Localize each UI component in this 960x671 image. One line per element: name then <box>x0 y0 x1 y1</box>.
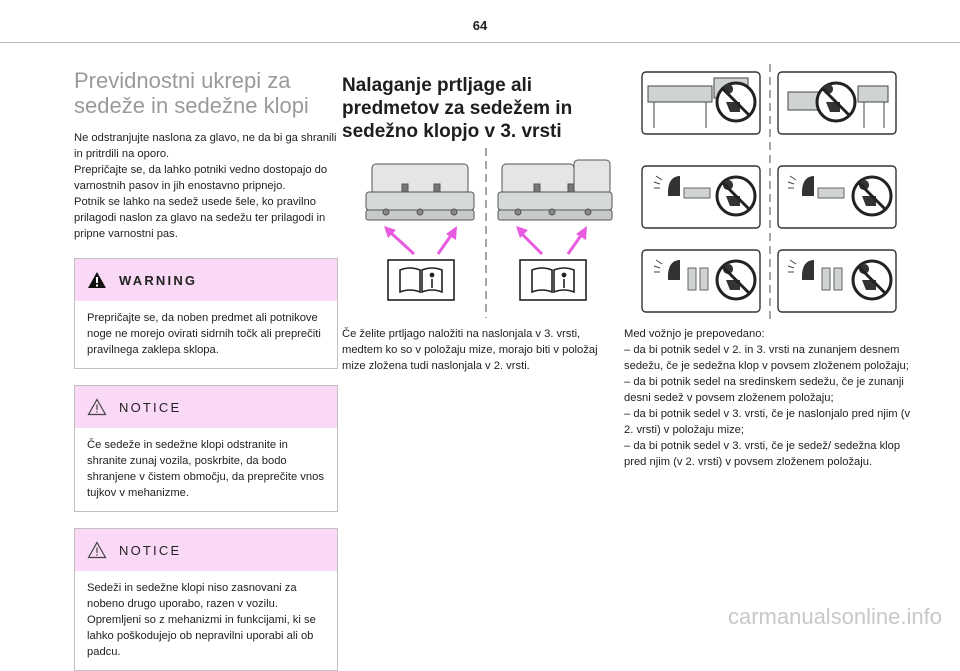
prohibited-item-3: – da bi potnik sedel v 3. vrsti, če je naslonjalo pred njim (v 2. vrsti) v položaju mize; <box>624 408 911 436</box>
warning-text: Prepričajte se, da noben predmet ali potnikove noge ne morejo ovirati sidrnih točk ali preprečiti pravilnega zaklepa sklopa. <box>87 312 321 356</box>
notice-title-1: NOTICE <box>119 399 182 415</box>
seat-icon-row3-right <box>778 250 896 312</box>
prohibited-item-4: – da bi potnik sedel v 3. vrsti, če je sedež/ sedežna klop pred njim (v 2. vrsti) v povsem zloženem položaju. <box>624 440 901 468</box>
notice-triangle-icon <box>87 541 107 559</box>
notice-box-1-header <box>75 386 337 428</box>
warning-box-header <box>75 259 337 301</box>
seat-icon-row2-left <box>642 166 760 228</box>
notice-box-2 <box>74 528 338 671</box>
intro-paragraph-2: Prepričajte se, da lahko potniki vedno dostopajo do varnostnih pasov in jih enostavno pripnejo. <box>74 164 328 192</box>
seat-icon-row2-right <box>778 166 896 228</box>
column-precautions <box>74 68 338 671</box>
left-seat-bench <box>366 164 474 220</box>
notice-box-2-header <box>75 529 337 571</box>
prohibited-item-1: – da bi potnik sedel v 2. in 3. vrsti na zunanjem desnem sedežu, če je sedežna klop v povsem zloženem položaju; <box>624 344 909 372</box>
manual-book-icon <box>520 260 586 300</box>
section-title-precautions: Previdnostni ukrepi za sedeže in sedežne klopi <box>74 68 309 118</box>
luggage-text: Če želite prtljago naložiti na naslonjala v 3. vrsti, medtem ko so v položaju mize, morajo biti v položaj mize zložena tudi naslonjala v 2. vrsti. <box>342 328 598 372</box>
warning-title: WARNING <box>119 272 198 288</box>
section-title-luggage: Nalaganje prtljage ali predmetov za sedežem in sedežno klopjo v 3. vrsti <box>342 75 573 142</box>
notice-text-1: Če sedeže in sedežne klopi odstranite in shranite zunaj vozila, poskrbite, da bodo shranjene v čistem območju, da preprečite vnos tujkov v mehanizme. <box>87 439 324 499</box>
manual-book-icon <box>388 260 454 300</box>
intro-paragraph-3: Potnik se lahko na sedež usede šele, ko pravilno prilagodi naslon za glavo na sedežu ter prilagodi in pripne varnostni pas. <box>74 196 326 240</box>
column-luggage <box>342 74 616 155</box>
header-divider <box>0 42 960 43</box>
folded-seat-panel-right <box>778 72 896 134</box>
warning-box <box>74 258 338 369</box>
prohibited-item-2: – da bi potnik sedel na sredinskem sedežu, če je zunanji desni sedež v povsem zloženem položaju; <box>624 376 904 404</box>
seat-illustration <box>342 148 618 318</box>
notice-box-1 <box>74 385 338 512</box>
prohibited-list <box>624 326 914 470</box>
intro-paragraph-1: Ne odstranjujte naslona za glavo, ne da bi ga shranili in pritrdili na oporo. <box>74 132 337 160</box>
notice-title-2: NOTICE <box>119 542 182 558</box>
notice-triangle-icon <box>87 398 107 416</box>
folded-seat-panel-left <box>642 72 760 134</box>
seat-icon-row3-left <box>642 250 760 312</box>
prohibition-illustrations <box>640 64 900 320</box>
right-seat-bench <box>498 160 612 220</box>
notice-text-2: Sedeži in sedežne klopi niso zasnovani za nobeno drugo uporabo, razen v vozilu. Opremljeni so z mehanizmi in funkcijami, ki se lahko poškodujejo ob nepravilni uporabi ali ob padcu. <box>87 582 316 658</box>
prohibited-intro: Med vožnjo je prepovedano: <box>624 328 765 340</box>
warning-triangle-icon <box>87 271 107 289</box>
watermark: carmanualsonline.info <box>727 604 942 629</box>
page-number: 64 <box>472 18 488 33</box>
